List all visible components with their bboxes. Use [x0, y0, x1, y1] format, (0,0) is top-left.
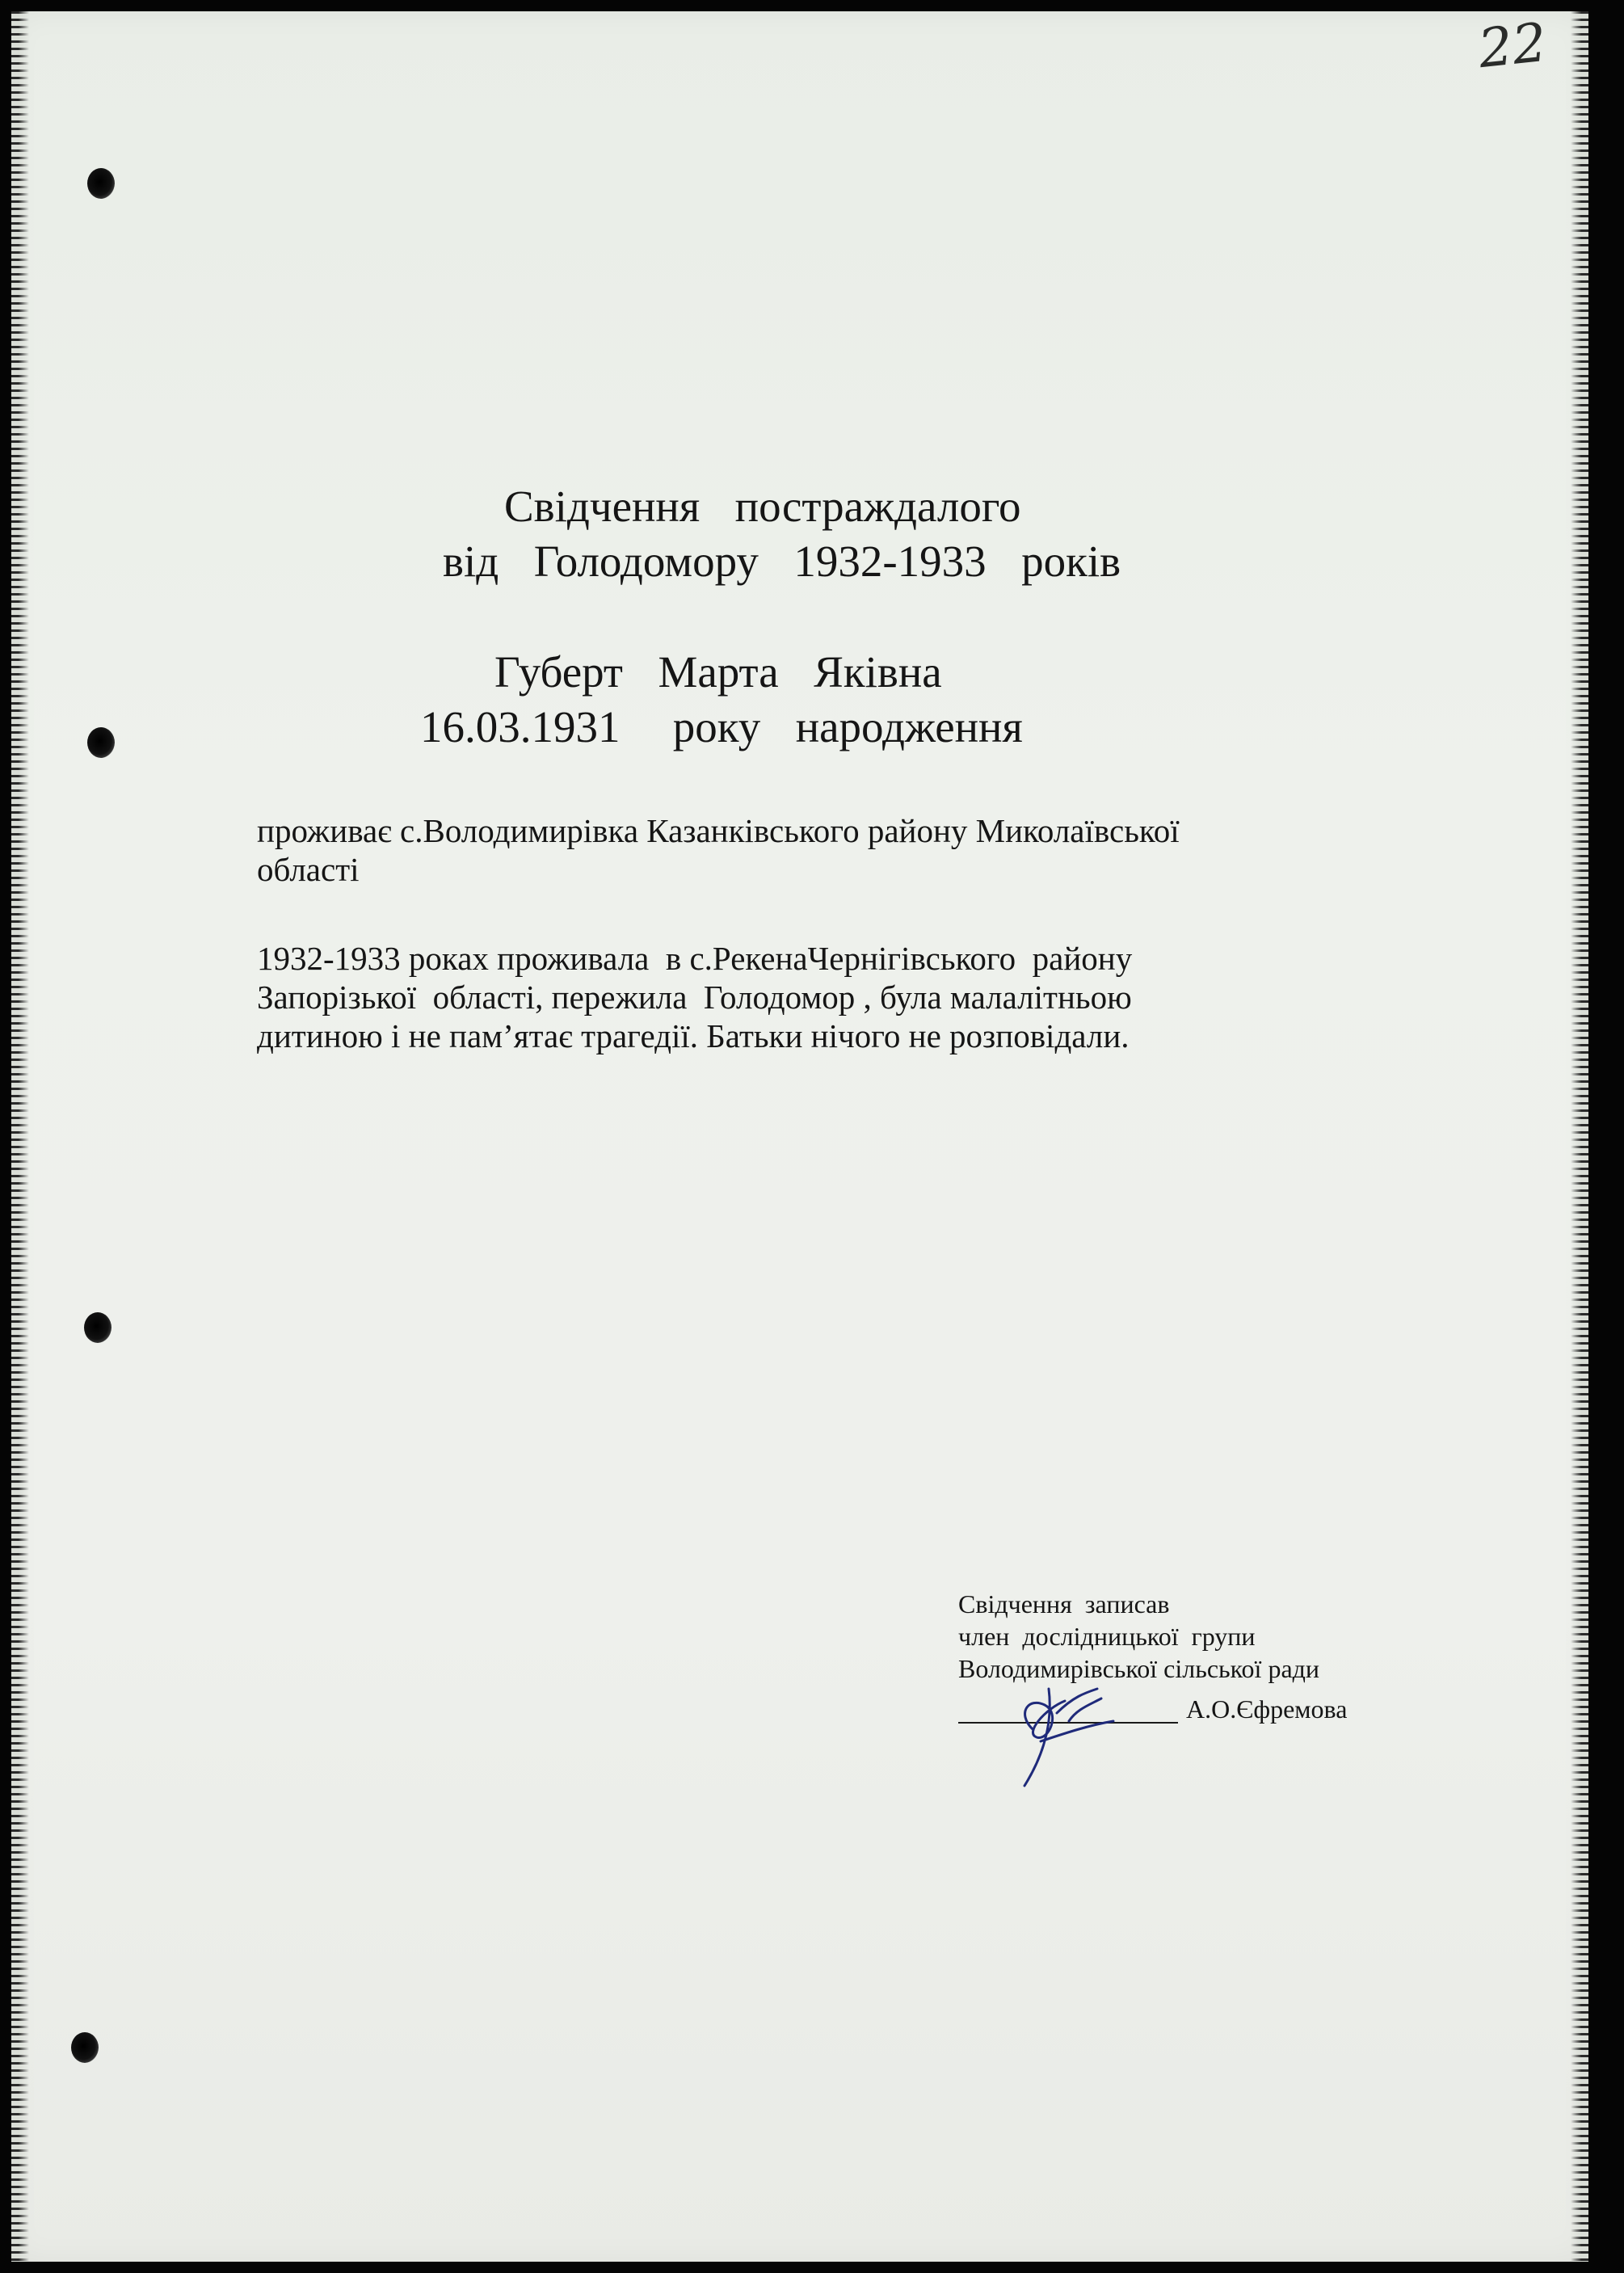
punch-hole	[87, 168, 115, 199]
testimony-line-3: дитиною і не пам’ятає трагедії. Батьки нічого не розповідали.	[257, 1017, 1130, 1054]
recorder-caption-line-2: член дослідницької групи	[958, 1622, 1256, 1651]
punch-hole	[87, 727, 115, 758]
document-title-line-2: від Голодомору 1932-1933 років	[443, 537, 1121, 586]
handwritten-signature	[1000, 1665, 1121, 1794]
residence-line-1: проживає с.Володимирівка Казанківського району Миколаївської	[257, 812, 1180, 849]
page-number: 22	[1475, 11, 1550, 81]
testimony-line-1: 1932-1933 роках проживала в с.РекенаЧернігівського району	[257, 940, 1133, 977]
document-sheet	[11, 11, 1588, 2262]
recorder-name: А.О.Єфремова	[1186, 1694, 1348, 1724]
residence-line-2: області	[257, 851, 360, 888]
person-name: Губерт Марта Яківна	[494, 647, 942, 697]
punch-hole	[71, 2032, 99, 2063]
birth-date-line: 16.03.1931 року народження	[420, 702, 1023, 751]
recorder-caption-line-1: Свідчення записав	[958, 1589, 1170, 1618]
testimony-line-2: Запорізької області, пережила Голодомор , була малалітньою	[257, 979, 1132, 1016]
perforated-right-edge	[1571, 11, 1588, 2262]
recorder-caption-line-3: Володимирівської сільської ради	[958, 1654, 1320, 1683]
perforated-left-edge	[11, 11, 29, 2262]
document-title-line-1: Свідчення постраждалого	[504, 482, 1021, 531]
residence-paragraph	[257, 811, 1404, 889]
punch-hole	[84, 1312, 111, 1343]
testimony-paragraph	[257, 939, 1404, 1055]
